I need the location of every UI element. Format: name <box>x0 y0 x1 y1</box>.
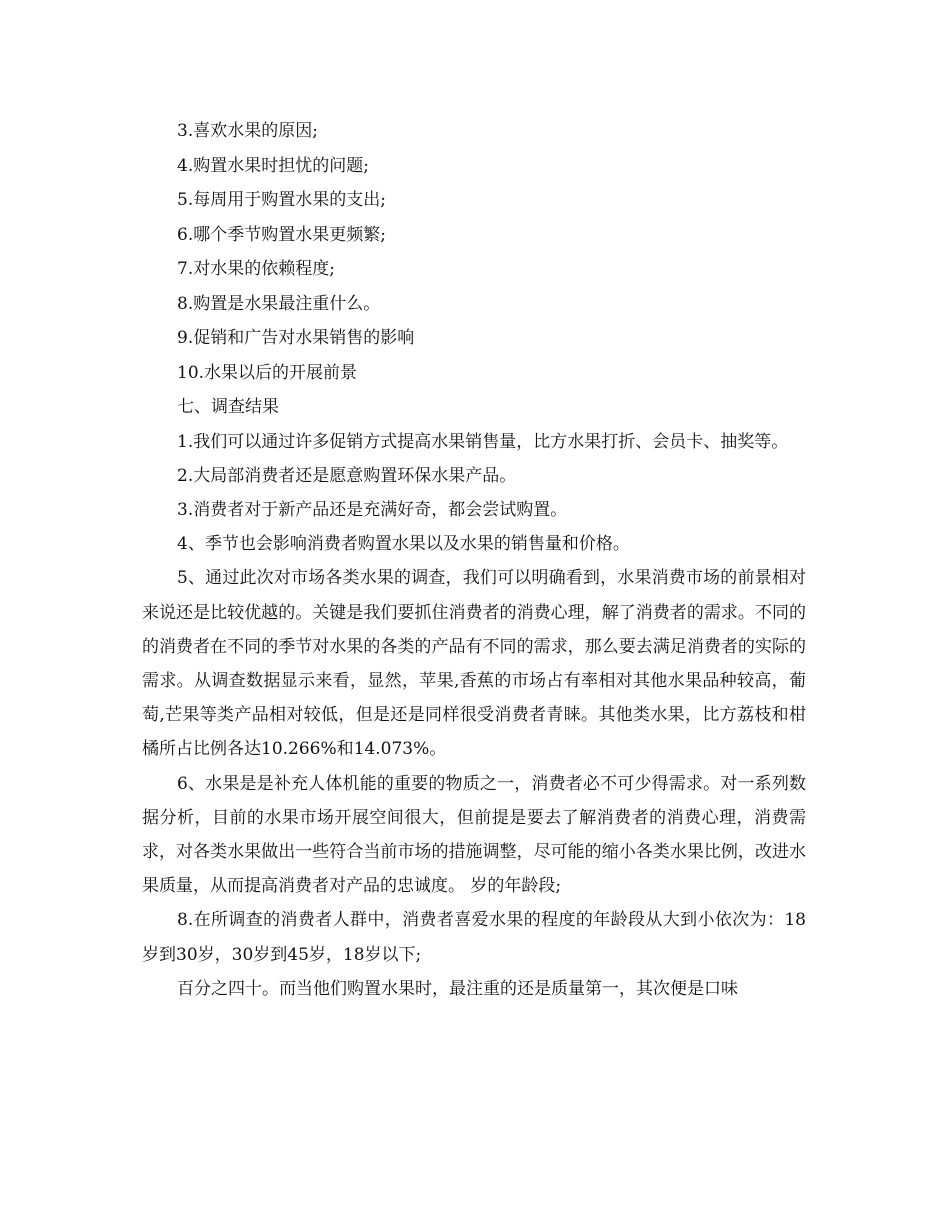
result-paragraph: 6、水果是是补充人体机能的重要的物质之一，消费者必不可少得需求。对一系列数据分析，目前的水果市场开展空间很大，但前提是要去了解消费者的消费心理，消费需求，对各类水果做出一些符合当前市场的措施调整，尽可能的缩小各类水果比例，改进水果质量，从而提高消费者对产品的忠诚度。 岁的年龄段; <box>142 773 806 897</box>
result-paragraph: 4、季节也会影响消费者购置水果以及水果的销售量和价格。 <box>177 534 630 555</box>
list-item: 8.购置是水果最注重什么。 <box>177 293 381 314</box>
list-item: 5.每周用于购置水果的支出; <box>177 190 386 210</box>
document-body <box>142 114 806 1006</box>
result-paragraph: 2.大局部消费者还是愿意购置环保水果产品。 <box>177 465 517 486</box>
list-item: 4.购置水果时担忧的问题; <box>177 155 369 176</box>
list-item: 6.哪个季节购置水果更频繁; <box>177 224 386 245</box>
list-item: 9.促销和广告对水果销售的影响 <box>177 328 415 348</box>
result-paragraph: 8.在所调查的消费者人群中，消费者喜爱水果的程度的年龄段从大到小依次为：18岁到30岁，30岁到45岁，18岁以下; <box>142 910 806 965</box>
list-item: 10.水果以后的开展前景 <box>177 362 358 383</box>
list-item: 3.喜欢水果的原因; <box>177 121 318 141</box>
result-paragraph: 百分之四十。而当他们购置水果时，最注重的还是质量第一，其次便是口味 <box>177 978 738 999</box>
result-paragraph: 5、通过此次对市场各类水果的调查，我们可以明确看到，水果消费市场的前景相对来说还是比较优越的。关键是我们要抓住消费者的消费心理，解了消费者的需求。不同的的消费者在不同的季节对水果的各类的产品有不同的需求，那么要去满足消费者的实际的需求。从调查数据显示来看，显然，苹果,香蕉的市场占有率相对其他水果品种较高，葡萄,芒果等类产品相对较低，但是还是同样很受消费者青睐。其他类水果，比方荔枝和柑橘所占比例各达10.266%和14.073%。 <box>142 568 806 760</box>
list-item: 7.对水果的依赖程度; <box>177 259 335 279</box>
section-heading: 七、调查结果 <box>177 397 279 417</box>
result-paragraph: 3.消费者对于新产品还是充满好奇，都会尝试购置。 <box>177 499 568 520</box>
result-paragraph: 1.我们可以通过许多促销方式提高水果销售量，比方水果打折、会员卡、抽奖等。 <box>177 431 789 452</box>
